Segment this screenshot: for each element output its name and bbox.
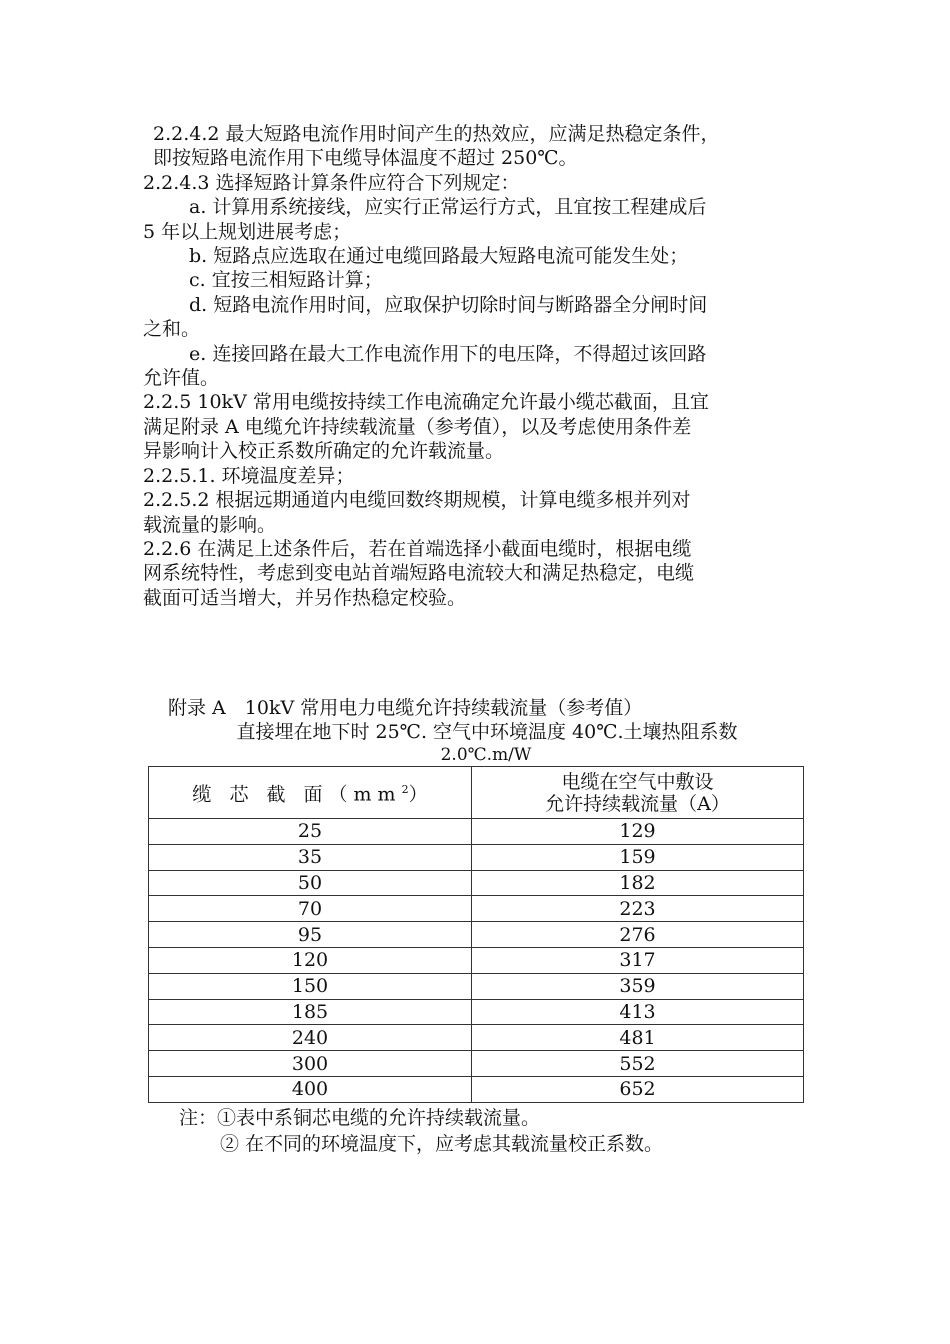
cell-ampacity: 182 bbox=[472, 870, 804, 896]
cell-cross-section: 185 bbox=[149, 999, 472, 1025]
text-line: 满足附录 A 电缆允许持续载流量（参考值），以及考虑使用条件差 bbox=[143, 415, 692, 438]
cell-ampacity: 317 bbox=[472, 947, 804, 973]
table-row bbox=[149, 947, 804, 973]
header-ampacity: 电缆在空气中敷设 允许持续载流量（A） bbox=[472, 767, 804, 819]
table-row bbox=[149, 999, 804, 1025]
text-line: 5 年以上规划进展考虑； bbox=[143, 220, 352, 243]
text-line: 2.2.5.1. 环境温度差异； bbox=[143, 464, 355, 487]
cell-cross-section: 240 bbox=[149, 1025, 472, 1051]
cell-cross-section: 120 bbox=[149, 947, 472, 973]
text-line: a. 计算用系统接线，应实行正常运行方式，且宜按工程建成后 bbox=[189, 196, 707, 219]
cell-ampacity: 159 bbox=[472, 844, 804, 870]
cell-ampacity: 552 bbox=[472, 1051, 804, 1077]
text-line: 2.2.5 10kV 常用电缆按持续工作电流确定允许最小缆芯截面，且宜 bbox=[143, 391, 709, 414]
cell-cross-section: 400 bbox=[149, 1076, 472, 1102]
cell-cross-section: 150 bbox=[149, 973, 472, 999]
cell-ampacity: 276 bbox=[472, 922, 804, 948]
table-row bbox=[149, 1076, 804, 1102]
cell-cross-section: 35 bbox=[149, 844, 472, 870]
text-line: 异影响计入校正系数所确定的允许载流量。 bbox=[143, 440, 505, 463]
text-line: 载流量的影响。 bbox=[143, 513, 277, 536]
text-line: 即按短路电流作用下电缆导体温度不超过 250℃。 bbox=[153, 147, 578, 170]
cell-cross-section: 300 bbox=[149, 1051, 472, 1077]
table-row bbox=[149, 819, 804, 845]
cell-ampacity: 481 bbox=[472, 1025, 804, 1051]
cell-cross-section: 25 bbox=[149, 819, 472, 845]
text-line: 网系统特性，考虑到变电站首端短路电流较大和满足热稳定，电缆 bbox=[143, 562, 695, 585]
text-line: 之和。 bbox=[143, 318, 201, 341]
note-1: 注：①表中系铜芯电缆的允许持续载流量。 bbox=[179, 1106, 541, 1129]
table-row bbox=[149, 870, 804, 896]
cell-ampacity: 129 bbox=[472, 819, 804, 845]
table-notes bbox=[148, 1105, 808, 1157]
cell-ampacity: 359 bbox=[472, 973, 804, 999]
cell-cross-section: 70 bbox=[149, 896, 472, 922]
text-line: d. 短路电流作用时间，应取保护切除时间与断路器全分闸时间 bbox=[189, 293, 708, 316]
text-line: 2.2.4.2 最大短路电流作用时间产生的热效应，应满足热稳定条件， bbox=[153, 123, 720, 145]
appendix-title: 附录 A 10kV 常用电力电缆允许持续载流量（参考值） bbox=[168, 697, 643, 719]
text-line: c. 宜按三相短路计算； bbox=[189, 269, 383, 292]
text-line: e. 连接回路在最大工作电流作用下的电压降，不得超过该回路 bbox=[189, 342, 707, 365]
cell-cross-section: 50 bbox=[149, 870, 472, 896]
body-text bbox=[143, 122, 813, 610]
text-line: b. 短路点应选取在通过电缆回路最大短路电流可能发生处； bbox=[189, 245, 689, 268]
cell-ampacity: 413 bbox=[472, 999, 804, 1025]
appendix-subtitle: 直接埋在地下时 25℃. 空气中环境温度 40℃.土壤热阻系数 bbox=[236, 721, 738, 743]
table-row bbox=[149, 922, 804, 948]
table-row bbox=[149, 896, 804, 922]
cell-ampacity: 223 bbox=[472, 896, 804, 922]
table-row bbox=[149, 1025, 804, 1051]
text-line: 允许值。 bbox=[143, 367, 220, 390]
appendix-subtitle-2: 2.0℃.m/W bbox=[440, 745, 532, 765]
table-row bbox=[149, 844, 804, 870]
note-2: ② 在不同的环境温度下，应考虑其载流量校正系数。 bbox=[220, 1132, 664, 1155]
text-line: 2.2.5.2 根据远期通道内电缆回数终期规模，计算电缆多根并列对 bbox=[143, 489, 691, 512]
text-line: 截面可适当增大，并另作热稳定校验。 bbox=[143, 586, 467, 609]
ampacity-table bbox=[148, 766, 804, 1103]
appendix-section bbox=[148, 696, 808, 1157]
cell-ampacity: 652 bbox=[472, 1076, 804, 1102]
text-line: 2.2.6 在满足上述条件后，若在首端选择小截面电缆时，根据电缆 bbox=[143, 537, 692, 560]
cell-cross-section: 95 bbox=[149, 922, 472, 948]
table-row bbox=[149, 1051, 804, 1077]
text-line: 2.2.4.3 选择短路计算条件应符合下列规定： bbox=[143, 171, 520, 194]
table-row bbox=[149, 973, 804, 999]
header-cross-section: 缆 芯 截 面$(mm^2)$ bbox=[149, 767, 472, 819]
table-header-row bbox=[149, 767, 804, 819]
